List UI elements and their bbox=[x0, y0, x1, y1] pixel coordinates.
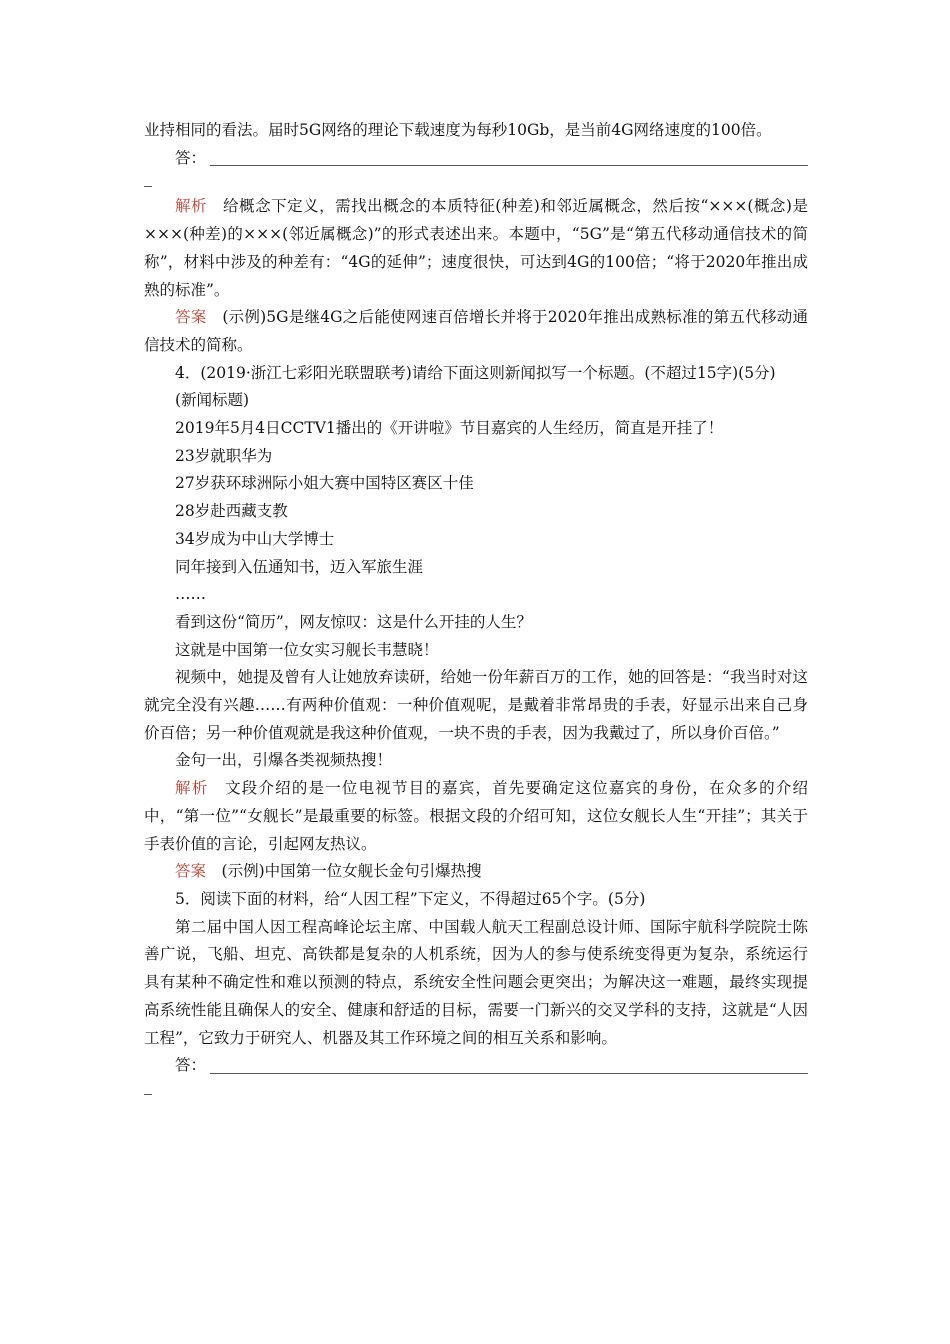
q3-answer-blank[interactable] bbox=[210, 149, 808, 166]
q4-line: 金句一出，引爆各类视频热搜！ bbox=[175, 751, 393, 770]
q4-stem: 4．(2019·浙江七彩阳光联盟联考)请给下面这则新闻拟写一个标题。(不超过15字)(5分) bbox=[175, 363, 776, 382]
q4-line: 同年接到入伍通知书，迈入军旅生涯 bbox=[175, 557, 424, 576]
q3-material-tail: 业持相同的看法。届时5G网络的理论下载速度为每秒10Gb，是当前4G网络速度的100倍。 bbox=[144, 121, 772, 139]
q5-answer-continuation bbox=[144, 1080, 808, 1101]
q3-answer-line[interactable] bbox=[144, 145, 808, 173]
q4-line: 这就是中国第一位女实习舰长韦慧晓！ bbox=[175, 640, 439, 659]
q5-material: 第二届中国人因工程高峰论坛主席、中国载人航天工程副总设计师、国际宇航科学院院士陈善广说，飞船、坦克、高铁都是复杂的人机系统，因为人的参与使系统变得更为复杂，系统运行具有某种不确定性和难以预测的特点，系统安全性问题会更突出；为解决这一难题，最终实现提高系统性能且确保人的安全、健康和舒适的目标，需要一门新兴的交叉学科的支持，这就是“人因工程”，它致力于研究人、机器及其工作环境之间的相互关系和影响。 bbox=[144, 917, 808, 1047]
q4-line: 28岁赴西藏支教 bbox=[175, 502, 288, 521]
q4-line: 23岁就职华为 bbox=[175, 446, 273, 465]
q4-line: (新闻标题) bbox=[175, 391, 250, 410]
q3-answer-stub bbox=[144, 172, 152, 187]
q5-answer-blank[interactable] bbox=[210, 1057, 808, 1074]
q3-analysis-label: 解析 bbox=[175, 197, 208, 216]
q3-key-text: (示例)5G是继4G之后能使网速百倍增长并将于2020年推出成熟标准的第五代移动通信技术的简称。 bbox=[144, 308, 808, 354]
q3-analysis bbox=[144, 193, 808, 304]
q4-line: 27岁获环球洲际小姐大赛中国特区赛区十佳 bbox=[175, 474, 474, 493]
q5-stem: 5．阅读下面的材料，给“人因工程”下定义，不得超过65个字。(5分) bbox=[175, 889, 646, 908]
q3-answer-label: 答： bbox=[175, 148, 207, 167]
q4-line: 看到这份“简历”，网友惊叹：这是什么开挂的人生？ bbox=[175, 612, 532, 631]
q5-answer-stub bbox=[144, 1080, 152, 1095]
q4-key-label: 答案 bbox=[175, 862, 207, 881]
q4-analysis bbox=[144, 775, 808, 858]
document-page bbox=[144, 117, 808, 1101]
q3-answer-continuation bbox=[144, 172, 808, 193]
q4-key bbox=[144, 858, 808, 886]
q5-answer-label: 答： bbox=[175, 1056, 207, 1075]
q4-analysis-label: 解析 bbox=[175, 779, 209, 798]
q4-line: …… bbox=[175, 585, 206, 604]
q4-line: 视频中，她提及曾有人让她放弃读研，给她一份年薪百万的工作，她的回答是：“我当时对这就完全没有兴趣……有两种价值观：一种价值观呢，是戴着非常昂贵的手表，好显示出来自己身价百倍；另一种价值观就是我这种价值观，一块不贵的手表，因为我戴过了，所以身价百倍。” bbox=[144, 668, 808, 742]
q3-key bbox=[144, 304, 808, 359]
q4-line: 2019年5月4日CCTV1播出的《开讲啦》节目嘉宾的人生经历，简直是开挂了！ bbox=[175, 419, 724, 438]
q4-key-text: (示例)中国第一位女舰长金句引爆热搜 bbox=[221, 862, 482, 881]
q5-answer-line[interactable] bbox=[144, 1052, 808, 1080]
q4-analysis-text: 文段介绍的是一位电视节目的嘉宾，首先要确定这位嘉宾的身份，在众多的介绍中，“第一位”“女舰长”是最重要的标签。根据文段的介绍可知，这位女舰长人生“开挂”；其关于手表价值的言论，引起网友热议。 bbox=[144, 779, 808, 853]
q4-line: 34岁成为中山大学博士 bbox=[175, 529, 335, 548]
q3-analysis-text: 给概念下定义，需找出概念的本质特征(种差)和邻近属概念，然后按“×××(概念)是×××(种差)的×××(邻近属概念)”的形式表述出来。本题中，“5G”是“第五代移动通信技术的简称”，材料中涉及的种差有：“4G的延伸”；速度很快，可达到4G的100倍；“将于2020年推出成熟的标准”。 bbox=[144, 197, 808, 299]
q3-key-label: 答案 bbox=[175, 308, 207, 327]
